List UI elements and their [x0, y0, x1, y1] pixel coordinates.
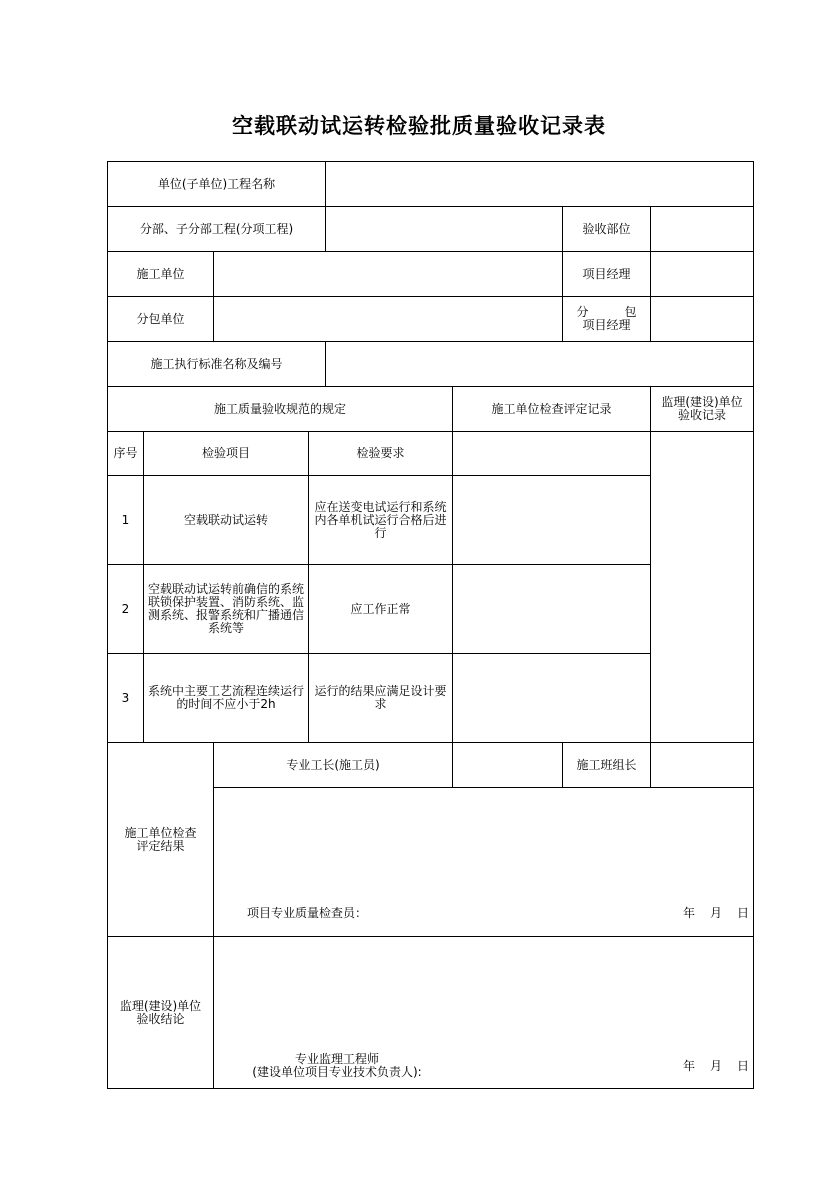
- row-3-seq: 3: [107, 653, 143, 742]
- supervision-record-cell[interactable]: [650, 431, 753, 742]
- evaluation-date-day: 日: [737, 906, 750, 920]
- row-3-requirement: 运行的结果应满足设计要求: [308, 653, 452, 742]
- requirement-header: 检验要求: [308, 431, 452, 475]
- team-leader-field[interactable]: [650, 742, 753, 787]
- foreman-label: 专业工长(施工员): [213, 742, 452, 787]
- supervision-header-line-1: 监理(建设)单位: [661, 395, 743, 409]
- foreman-field[interactable]: [452, 742, 562, 787]
- inspector-label: 项目专业质量检查员：: [247, 906, 368, 920]
- supervision-header-line-2: 验收记录: [677, 408, 726, 422]
- engineer-label-line-2: (建设单位项目专业技术负责人):: [252, 1065, 422, 1079]
- supervision-label: [107, 936, 213, 1088]
- row-2-seq: 2: [107, 564, 143, 653]
- project-manager-label: 项目经理: [562, 251, 650, 296]
- sub-project-manager-field[interactable]: [650, 296, 753, 341]
- evaluation-date-year: 年: [683, 906, 696, 920]
- row-2-requirement: 应工作正常: [308, 564, 452, 653]
- subcontract-unit-label: 分包单位: [107, 296, 213, 341]
- standard-label: 施工执行标准名称及编号: [107, 341, 325, 386]
- row-3-item: 系统中主要工艺流程连续运行的时间不应小于2h: [143, 653, 308, 742]
- sub-pm-label-a: 分: [576, 305, 589, 319]
- seq-header: 序号: [107, 431, 143, 475]
- check-record-header: 施工单位检查评定记录: [452, 386, 650, 431]
- sub-pm-label-b: 包: [624, 305, 637, 319]
- evaluation-label-line-2: 评定结果: [136, 838, 185, 853]
- engineer-label-line-1: 专业监理工程师: [294, 1052, 379, 1066]
- supervision-date-day: 日: [737, 1059, 750, 1073]
- item-header: 检验项目: [143, 431, 308, 475]
- project-manager-field[interactable]: [650, 251, 753, 296]
- acceptance-part-label: 验收部位: [562, 206, 650, 251]
- page-title: 空载联动试运转检验批质量验收记录表: [232, 114, 606, 138]
- supervision-header: [650, 386, 753, 431]
- subdivision-field[interactable]: [325, 206, 562, 251]
- record-table: [107, 161, 754, 1089]
- spec-header: 施工质量验收规范的规定: [107, 386, 452, 431]
- supervision-label-line-1: 监理(建设)单位: [119, 998, 202, 1013]
- supervision-date-year: 年: [683, 1059, 696, 1073]
- sub-pm-label-c: 项目经理: [582, 318, 631, 332]
- team-leader-label: 施工班组长: [562, 742, 650, 787]
- check-record-cell[interactable]: [452, 431, 650, 475]
- row-1-requirement: 应在送变电试运行和系统内各单机试运行合格后进行: [308, 475, 452, 564]
- row-2-item: 空载联动试运转前确信的系统联锁保护装置、消防系统、监测系统、报警系统和广播通信系统等: [143, 564, 308, 653]
- evaluation-label: [107, 742, 213, 936]
- supervision-label-line-2: 验收结论: [136, 1011, 185, 1026]
- standard-field[interactable]: [325, 341, 753, 386]
- row-1-record[interactable]: [452, 475, 650, 564]
- row-1-seq: 1: [107, 475, 143, 564]
- project-name-field[interactable]: [325, 161, 753, 206]
- row-2-record[interactable]: [452, 564, 650, 653]
- sub-project-manager-label: [562, 296, 650, 341]
- project-name-label: 单位(子单位)工程名称: [107, 161, 325, 206]
- subdivision-label: 分部、子分部工程(分项工程): [107, 206, 325, 251]
- supervision-date-month: 月: [710, 1059, 723, 1073]
- construction-unit-label: 施工单位: [107, 251, 213, 296]
- construction-unit-field[interactable]: [213, 251, 562, 296]
- subcontract-unit-field[interactable]: [213, 296, 562, 341]
- row-3-record[interactable]: [452, 653, 650, 742]
- evaluation-label-line-1: 施工单位检查: [124, 825, 197, 840]
- acceptance-part-field[interactable]: [650, 206, 753, 251]
- row-1-item: 空载联动试运转: [143, 475, 308, 564]
- evaluation-date-month: 月: [710, 906, 723, 920]
